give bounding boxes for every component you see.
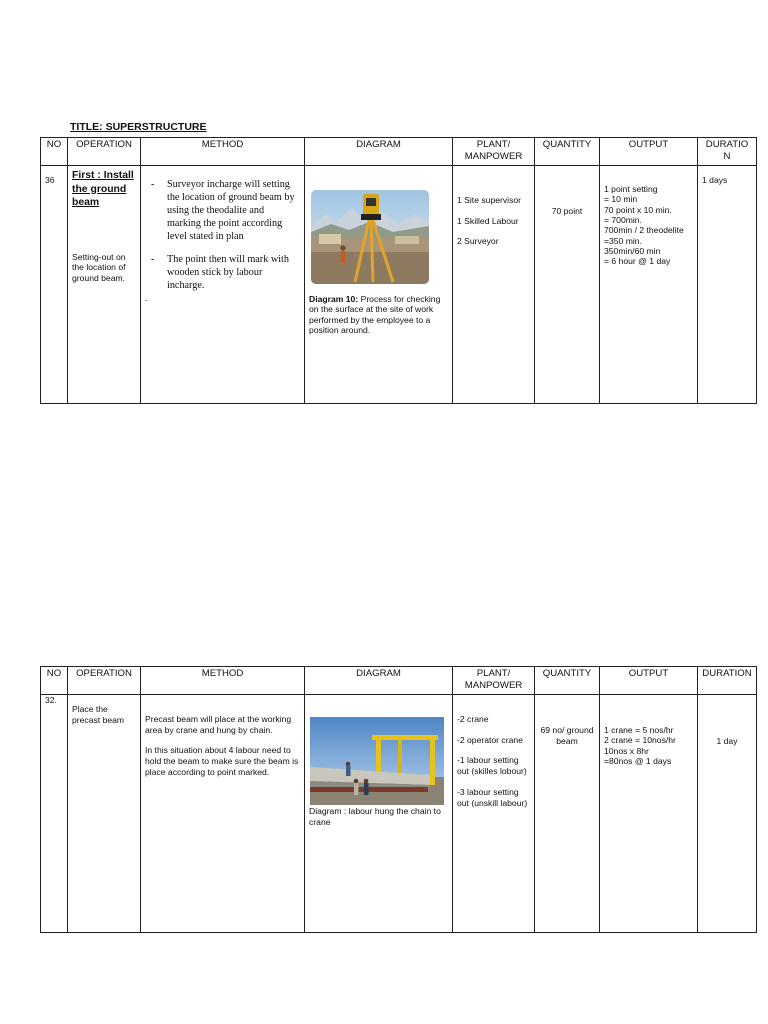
output-line: = 10 min xyxy=(604,194,638,205)
cell-duration xyxy=(698,695,757,933)
duration-value: 1 day xyxy=(716,736,738,746)
cell-output xyxy=(600,166,698,404)
cell-quantity xyxy=(535,166,600,404)
header-diagram: DIAGRAM xyxy=(305,667,453,695)
method-paragraph: Precast beam will place at the working area by crane and hung by chain. xyxy=(145,714,292,735)
header-duration: DURATIO N xyxy=(698,138,757,166)
output-line: 2 crane = 10nos/hr xyxy=(604,735,676,746)
output-line: 70 point x 10 min. xyxy=(604,204,672,215)
manpower-item: 1 Site supervisor xyxy=(457,195,522,205)
method-trailing-dash: - xyxy=(145,296,148,305)
manpower-item: -2 crane xyxy=(457,714,489,724)
manpower-item: 2 Surveyor xyxy=(457,236,499,247)
manpower-item: -2 operator crane xyxy=(457,734,523,745)
output-line: 10nos x 8hr xyxy=(604,745,649,756)
header-quantity: QUANTITY xyxy=(535,138,600,166)
output-line: = 700min. xyxy=(604,214,642,225)
header-plant-manpower: PLANT/ MANPOWER xyxy=(453,138,535,166)
header-operation: OPERATION xyxy=(68,667,141,695)
header-method: METHOD xyxy=(141,667,305,695)
method-item: - Surveyor incharge will setting the location of ground beam by using the theodalite and marking the point according level stated in plan xyxy=(167,178,300,243)
header-method: METHOD xyxy=(141,138,305,166)
method-item: - The point then will mark with wooden stick by labour incharge. xyxy=(167,253,300,292)
operation-table-2 xyxy=(40,666,757,933)
table-row xyxy=(41,166,757,404)
cell-manpower xyxy=(453,166,535,404)
output-line: = 6 hour @ 1 day xyxy=(604,256,671,267)
header-plant-manpower: PLANT/ MANPOWER xyxy=(453,667,535,695)
diagram-caption xyxy=(309,294,448,336)
header-output: OUTPUT xyxy=(600,138,698,166)
row-number: 32. xyxy=(45,695,57,705)
header-quantity: QUANTITY xyxy=(535,667,600,695)
document-title: TITLE: SUPERSTRUCTURE xyxy=(70,121,207,133)
method-list xyxy=(145,178,300,292)
operation-table-1 xyxy=(40,137,757,404)
header-no: NO xyxy=(41,138,68,166)
duration-value: 1 days xyxy=(702,175,728,185)
header-no: NO xyxy=(41,667,68,695)
output-line: 700min / 2 theodelite xyxy=(604,225,684,236)
output-line: =80nos @ 1 days xyxy=(604,755,672,766)
cell-no xyxy=(41,166,68,404)
cell-diagram xyxy=(305,695,453,933)
diagram-caption: Diagram : labour hung the chain to crane xyxy=(309,806,441,827)
cell-manpower xyxy=(453,695,535,933)
manpower-item: -3 labour setting out (unskill labour) xyxy=(457,786,528,808)
operation-heading: First : Install the ground beam xyxy=(72,170,134,209)
header-output: OUTPUT xyxy=(600,667,698,695)
row-number: 36 xyxy=(45,175,55,185)
cell-method xyxy=(141,166,305,404)
diagram-caption-text: Process for checking on the surface at the site of work performed by the employee to a position around. xyxy=(309,294,441,336)
manpower-item: -1 labour setting out (skilles lobour) xyxy=(457,755,527,777)
cell-method xyxy=(141,695,305,933)
output-line: =350 min. xyxy=(604,235,642,246)
output-line: 1 point setting xyxy=(604,184,658,194)
manpower-item: 1 Skilled Labour xyxy=(457,215,519,226)
cell-no xyxy=(41,695,68,933)
surveyor-theodolite-photo xyxy=(311,190,429,284)
header-operation: OPERATION xyxy=(68,138,141,166)
table-header-row xyxy=(41,138,757,166)
operation-subtext: Setting-out on the location of ground beam. xyxy=(72,251,126,284)
output-line: 350min/60 min xyxy=(604,245,661,256)
header-duration: DURATION xyxy=(698,667,757,695)
diagram-caption-label: Diagram 10: xyxy=(309,294,359,304)
quantity-value: 70 point xyxy=(551,206,583,216)
method-paragraph: In this situation about 4 labour need to hold the beam to make sure the beam is place according to point marked. xyxy=(145,745,299,777)
cell-operation xyxy=(68,695,141,933)
quantity-value: 69 no/ ground beam xyxy=(540,725,594,746)
output-line: 1 crane = 5 nos/hr xyxy=(604,725,674,735)
cell-operation xyxy=(68,166,141,404)
cell-quantity xyxy=(535,695,600,933)
cell-duration xyxy=(698,166,757,404)
cell-diagram xyxy=(305,166,453,404)
header-diagram: DIAGRAM xyxy=(305,138,453,166)
operation-text: Place the precast beam xyxy=(72,704,125,725)
table-header-row xyxy=(41,667,757,695)
precast-beam-crane-photo xyxy=(310,717,444,805)
cell-output xyxy=(600,695,698,933)
table-row xyxy=(41,695,757,933)
